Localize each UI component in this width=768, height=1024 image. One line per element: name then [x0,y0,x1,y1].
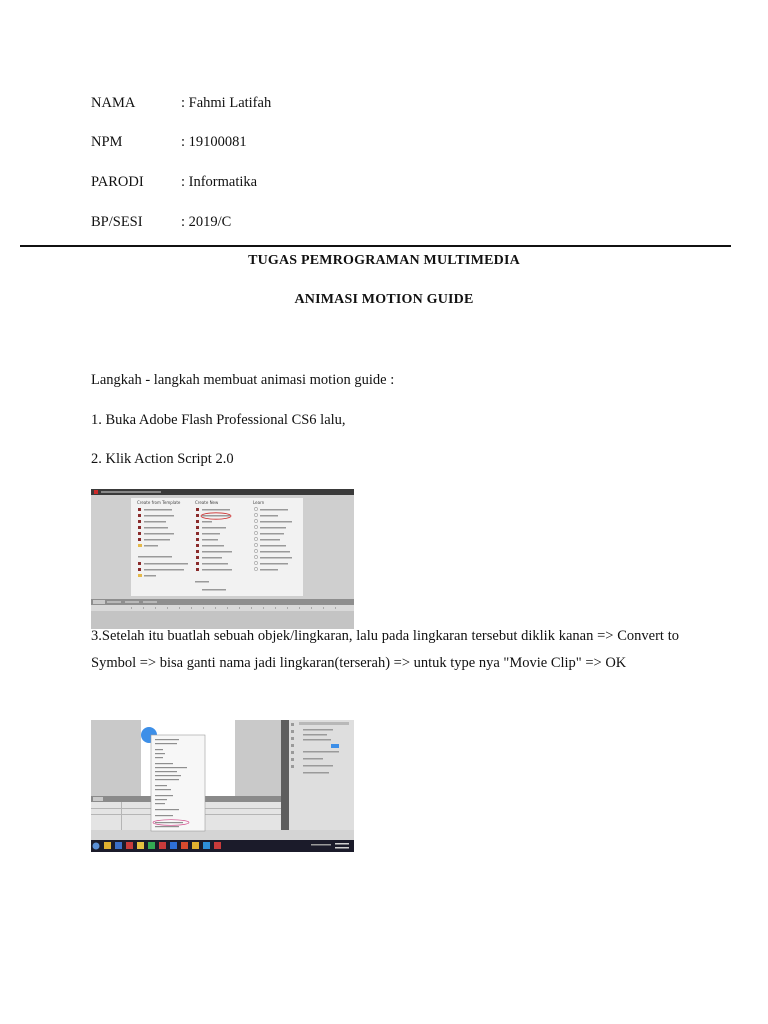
field-value: : 2019/C [181,214,232,230]
field-value: : Fahmi Latifah [181,95,272,111]
screenshot-flash-welcome [91,489,354,629]
field-label: PARODI [91,174,144,190]
flash-welcome-image [91,489,354,629]
col-header-learn: Learn [253,500,265,505]
intro-text: Langkah - langkah membuat animasi motion guide : [91,372,395,388]
field-label: NAMA [91,95,136,111]
step-1: 1. Buka Adobe Flash Professional CS6 lalu, [91,412,346,428]
screenshot-convert-to-symbol [91,720,354,852]
step-3: 3.Setelah itu buatlah sebuah objek/lingkaran, lalu pada lingkaran tersebut diklik kanan => Convert to Symbol => bisa ganti nama jadi lingkaran(terserah) => untuk type nya "Movie Clip" => OK [91,628,679,671]
header-divider [20,245,731,247]
field-value: : Informatika [181,174,258,190]
field-label: BP/SESI [91,214,143,230]
col-header-new: Create New [195,500,219,505]
field-value: : 19100081 [181,134,247,150]
document-title: TUGAS PEMROGRAMAN MULTIMEDIA [248,253,520,268]
step-2: 2. Klik Action Script 2.0 [91,451,234,467]
document-subtitle: ANIMASI MOTION GUIDE [294,292,474,307]
field-label: NPM [91,134,123,150]
convert-to-symbol-image [91,720,354,852]
col-header-template: Create from Template [137,500,181,505]
